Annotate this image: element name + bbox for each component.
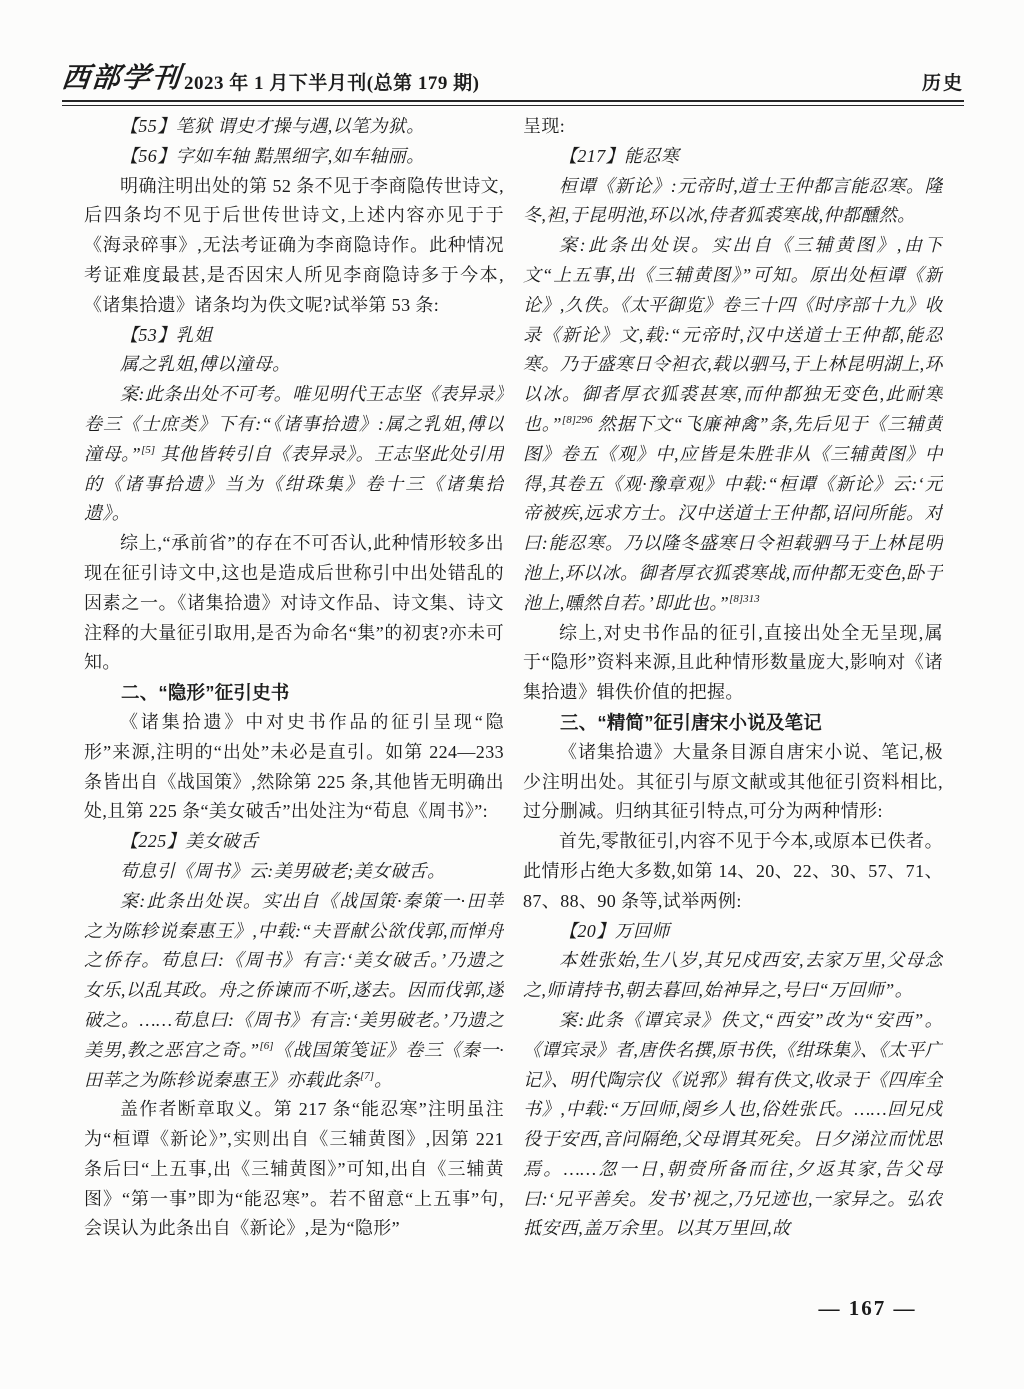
header-rule (62, 100, 964, 106)
section-heading-3: 三、“精简”征引唐宋小说及笔记 (560, 711, 823, 733)
journal-logo: 西部学刊 (60, 63, 184, 94)
page-header (62, 62, 964, 96)
entry-53-body: 属之乳姐,傅以潼母。 (120, 354, 291, 375)
entry-225: 【225】美女破舌 (120, 831, 259, 852)
paragraph: 综上,对史书作品的征引,直接出处全无呈现,属于“隐形”资料来源,且此种情形数量庞大,影响对《诸集拾遗》辑佚价值的把握。 (523, 622, 943, 703)
section-label: 历史 (921, 73, 964, 94)
page-number: — 167 — (818, 1296, 917, 1320)
entry-55: 【55】笔狱 谓史才操与遇,以笔为狱。 (120, 116, 425, 136)
entry-20: 【20】万回师 (559, 920, 670, 941)
issue-info: 2023 年 1 月下半月刊(总第 179 期) (184, 73, 480, 94)
commentary-20: 案:此条《谭宾录》佚文,“西安”改为“安西”。《谭宾录》者,唐佚名撰,原书佚,《绀珠集》、《太平广记》、明代陶宗仪《说郛》辑有佚文,收录于《四库全书》,中载:“万回师,阌乡人也,俗姓张氏。……回兄戍役于安西,音问隔绝,父母谓其死矣。日夕涕泣而忧思焉。……忽一日,朝赍所备而往,夕返其家,告父母曰:‘兄平善矣。发书’视之,乃兄迹也,一家异之。弘农抵安西,盖万余里。以其万里回,故 (523, 1009, 943, 1239)
header-left (62, 56, 479, 96)
entry-217-body: 桓谭《新论》:元帝时,道士王仲都言能忍寒。隆冬,袒,于昆明池,环以冰,侍者狐裘寒战,仲都醺然。 (523, 175, 943, 226)
entry-225-body: 荀息引《周书》云:美男破老;美女破舌。 (120, 860, 446, 881)
right-column (523, 112, 943, 1298)
section-heading-2: 二、“隐形”征引史书 (121, 682, 290, 704)
paragraph: 《诸集拾遗》大量条目源自唐宋小说、笔记,极少注明出处。其征引与原文献或其他征引资料相比,过分删减。归纳其征引特点,可分为两种情形: (523, 741, 943, 822)
paragraph: 首先,零散征引,内容不见于今本,或原本已佚者。此情形占绝大多数,如第 14、20、22、30、57、71、87、88、90 条等,试举两例: (523, 831, 943, 911)
commentary-225: 案:此条出处误。实出自《战国策·秦策一·田莘之为陈轸说秦惠王》,中载:“夫晋献公欲伐郭,而惮舟之侨存。荀息曰:《周书》有言:‘美女破舌。’乃遗之女乐,以乱其政。舟之侨谏而不听,遂去。因而伐郭,遂破之。……荀息曰:《周书》有言:‘美男破老。’乃遗之美男,教之恶宫之奇。”[6]《战国策笺证》卷三《秦一·田莘之为陈轸说秦惠王》亦载此条[7]。 (84, 890, 504, 1090)
left-column (84, 112, 504, 1298)
commentary-53: 案:此条出处不可考。唯见明代王志坚《表异录》卷三《士庶类》下有:“《诸事拾遗》:属之乳姐,傅以潼母。”[5] 其他皆转引自《表异录》。王志坚此处引用的《诸事拾遗》当为《绀珠集》卷十三《诸集拾遗》。 (84, 384, 504, 524)
entry-56: 【56】字如车轴 黠黑细字,如车轴丽。 (120, 145, 425, 166)
paragraph: 综上,“承前省”的存在不可否认,此种情形较多出现在征引诗文中,这也是造成后世称引中出处错乱的因素之一。《诸集拾遗》对诗文作品、诗文集、诗文注释的大量征引取用,是否为命名“集”的初衷?亦未可知。 (84, 533, 504, 673)
commentary-217: 案:此条出处误。实出自《三辅黄图》,由下文“上五事,出《三辅黄图》”可知。原出处桓谭《新论》,久佚。《太平御览》卷三十四《时序部十九》收录《新论》文,载:“元帝时,汉中送道士王仲都,能忍寒。乃于盛寒日令袒衣,载以驷马,于上林昆明湖上,环以冰。御者厚衣狐裘甚寒,而仲都独无变色,此耐寒也。”$^{[8]296}$ 然据下文“飞廉神禽”条,先后见于《三辅黄图》卷五《观》中,应皆是朱胜非从《三辅黄图》中得,其卷五《观·豫章观》中载:“桓谭《新论》云:‘元帝被疾,远求方士。汉中送道士王仲都,诏问所能。对曰:能忍寒。乃以隆冬盛寒日令袒载驷马于上林昆明池上,环以冰。御者厚衣狐裘寒战,而仲都无变色,卧于池上,曛然自若。’即此也。”$^{[8]313}$ (523, 235, 943, 613)
paragraph: 盖作者断章取义。第 217 条“能忍寒”注明虽注为“桓谭《新论》”,实则出自《三辅黄图》,因第 221 条后曰“上五事,出《三辅黄图》”可知,出自《三辅黄图》“第一事”即为“能忍寒”。若不留意“上五事”句,会误认为此条出自《新论》,是为“隐形” (84, 1099, 504, 1239)
entry-20-body: 本姓张始,生八岁,其兄戍西安,去家万里,父母念之,师请持书,朝去暮回,始神异之,号曰“万回师”。 (523, 950, 943, 1001)
entry-53: 【53】乳姐 (120, 324, 213, 345)
entry-217: 【217】能忍寒 (559, 145, 680, 166)
paragraph: 《诸集拾遗》中对史书作品的征引呈现“隐形”来源,注明的“出处”未必是直引。如第 224—233 条皆出自《战国策》,然除第 225 条,其他皆无明确出处,且第 225 条“美女破舌”出处注为“荀息《周书》”: (84, 711, 504, 822)
paragraph-continuation: 呈现: (523, 116, 566, 136)
paragraph: 明确注明出处的第 52 条不见于李商隐传世诗文,后四条均不见于后世传世诗文,上述内容亦见于于《海录碎事》,无法考证确为李商隐诗作。此种情况考证难度最甚,是否因宋人所见李商隐诗多于今本,《诸集拾遗》诸条均为佚文呢?试举第 53 条: (84, 175, 504, 315)
